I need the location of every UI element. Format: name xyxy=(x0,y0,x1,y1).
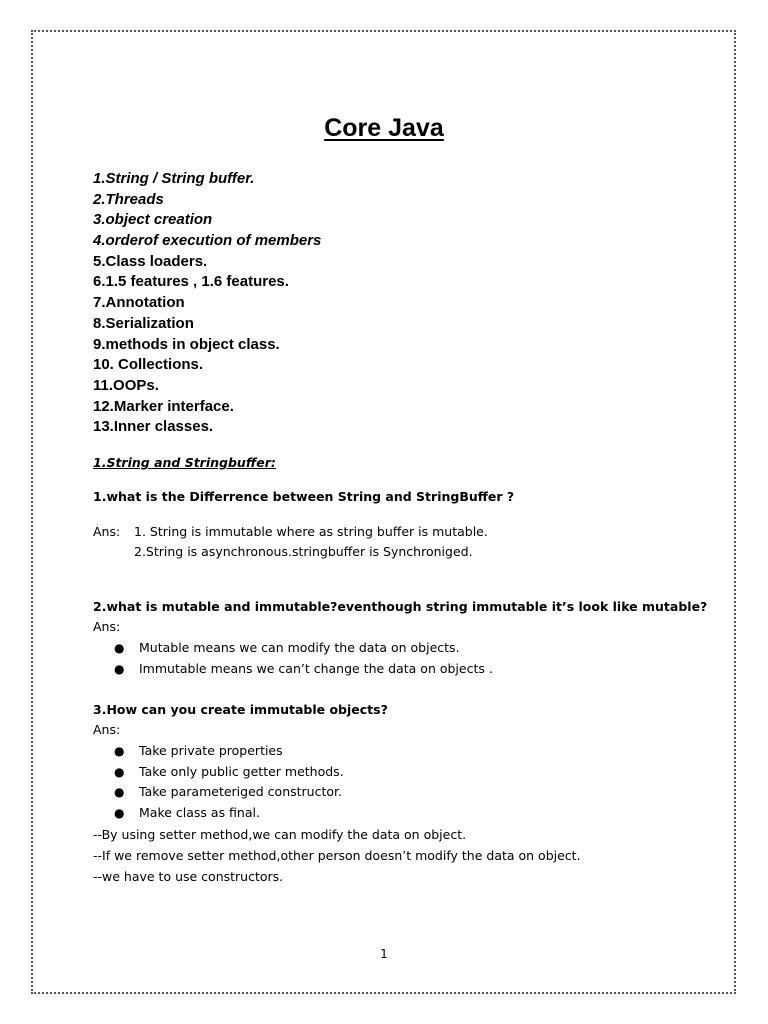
bullet-icon: ● xyxy=(114,641,125,655)
toc-item: 7.Annotation xyxy=(93,294,185,312)
bullet-icon: ● xyxy=(114,806,125,821)
toc-item: 2.Threads xyxy=(93,190,164,208)
toc-item: 11.OOPs. xyxy=(93,376,159,394)
page-number: 1 xyxy=(380,947,388,961)
list-item: ● Make class as final. xyxy=(114,803,344,824)
answer-bullets xyxy=(114,638,493,679)
note-line: --If we remove setter method,other person doesn’t modify the data on object. xyxy=(93,848,581,863)
question-3: 3.How can you create immutable objects? xyxy=(93,702,388,717)
list-item: ● Take only public getter methods. xyxy=(114,762,344,783)
note-line: --we have to use constructors. xyxy=(93,869,284,884)
toc-item: 9.methods in object class. xyxy=(93,335,280,353)
toc-item: 5.Class loaders. xyxy=(93,252,208,270)
answer-line: 1. String is immutable where as string buffer is mutable. xyxy=(134,524,488,539)
toc-item: 10. Collections. xyxy=(93,356,204,374)
bullet-icon: ● xyxy=(114,785,125,800)
list-item: ● Take private properties xyxy=(114,741,344,762)
note-line: --By using setter method,we can modify the data on object. xyxy=(93,827,467,842)
page-title: Core Java xyxy=(324,114,444,142)
table-of-contents xyxy=(93,169,321,438)
question-1: 1.what is the Differrence between String and StringBuffer ? xyxy=(93,489,515,504)
answer-bullets xyxy=(114,741,344,824)
answer-label: Ans: xyxy=(93,722,121,737)
answer-label: Ans: xyxy=(93,619,121,634)
toc-item: 13.Inner classes. xyxy=(93,418,214,436)
toc-item: 6.1.5 features , 1.6 features. xyxy=(93,273,289,291)
toc-item: 1.String / String buffer. xyxy=(93,170,255,187)
toc-item: 12.Marker interface. xyxy=(93,397,234,415)
toc-item: 3.object creation xyxy=(93,211,213,229)
toc-item: 4.orderof execution of members xyxy=(93,232,322,250)
section-heading: 1.String and Stringbuffer: xyxy=(93,455,276,470)
bullet-icon: ● xyxy=(114,661,125,676)
toc-item: 8.Serialization xyxy=(93,314,194,332)
question-2: 2.what is mutable and immutable?eventhough string immutable it’s look like mutable? xyxy=(93,599,708,614)
bullet-icon: ● xyxy=(114,764,125,779)
answer-line: 2.String is asynchronous.stringbuffer is Synchroniged. xyxy=(134,544,473,559)
answer-label: Ans: xyxy=(93,524,121,539)
list-item: ● Take parameteriged constructor. xyxy=(114,782,344,803)
bullet-icon: ● xyxy=(114,744,125,758)
list-item: ● Immutable means we can’t change the data on objects . xyxy=(114,659,493,680)
list-item: ● Mutable means we can modify the data on objects. xyxy=(114,638,493,659)
